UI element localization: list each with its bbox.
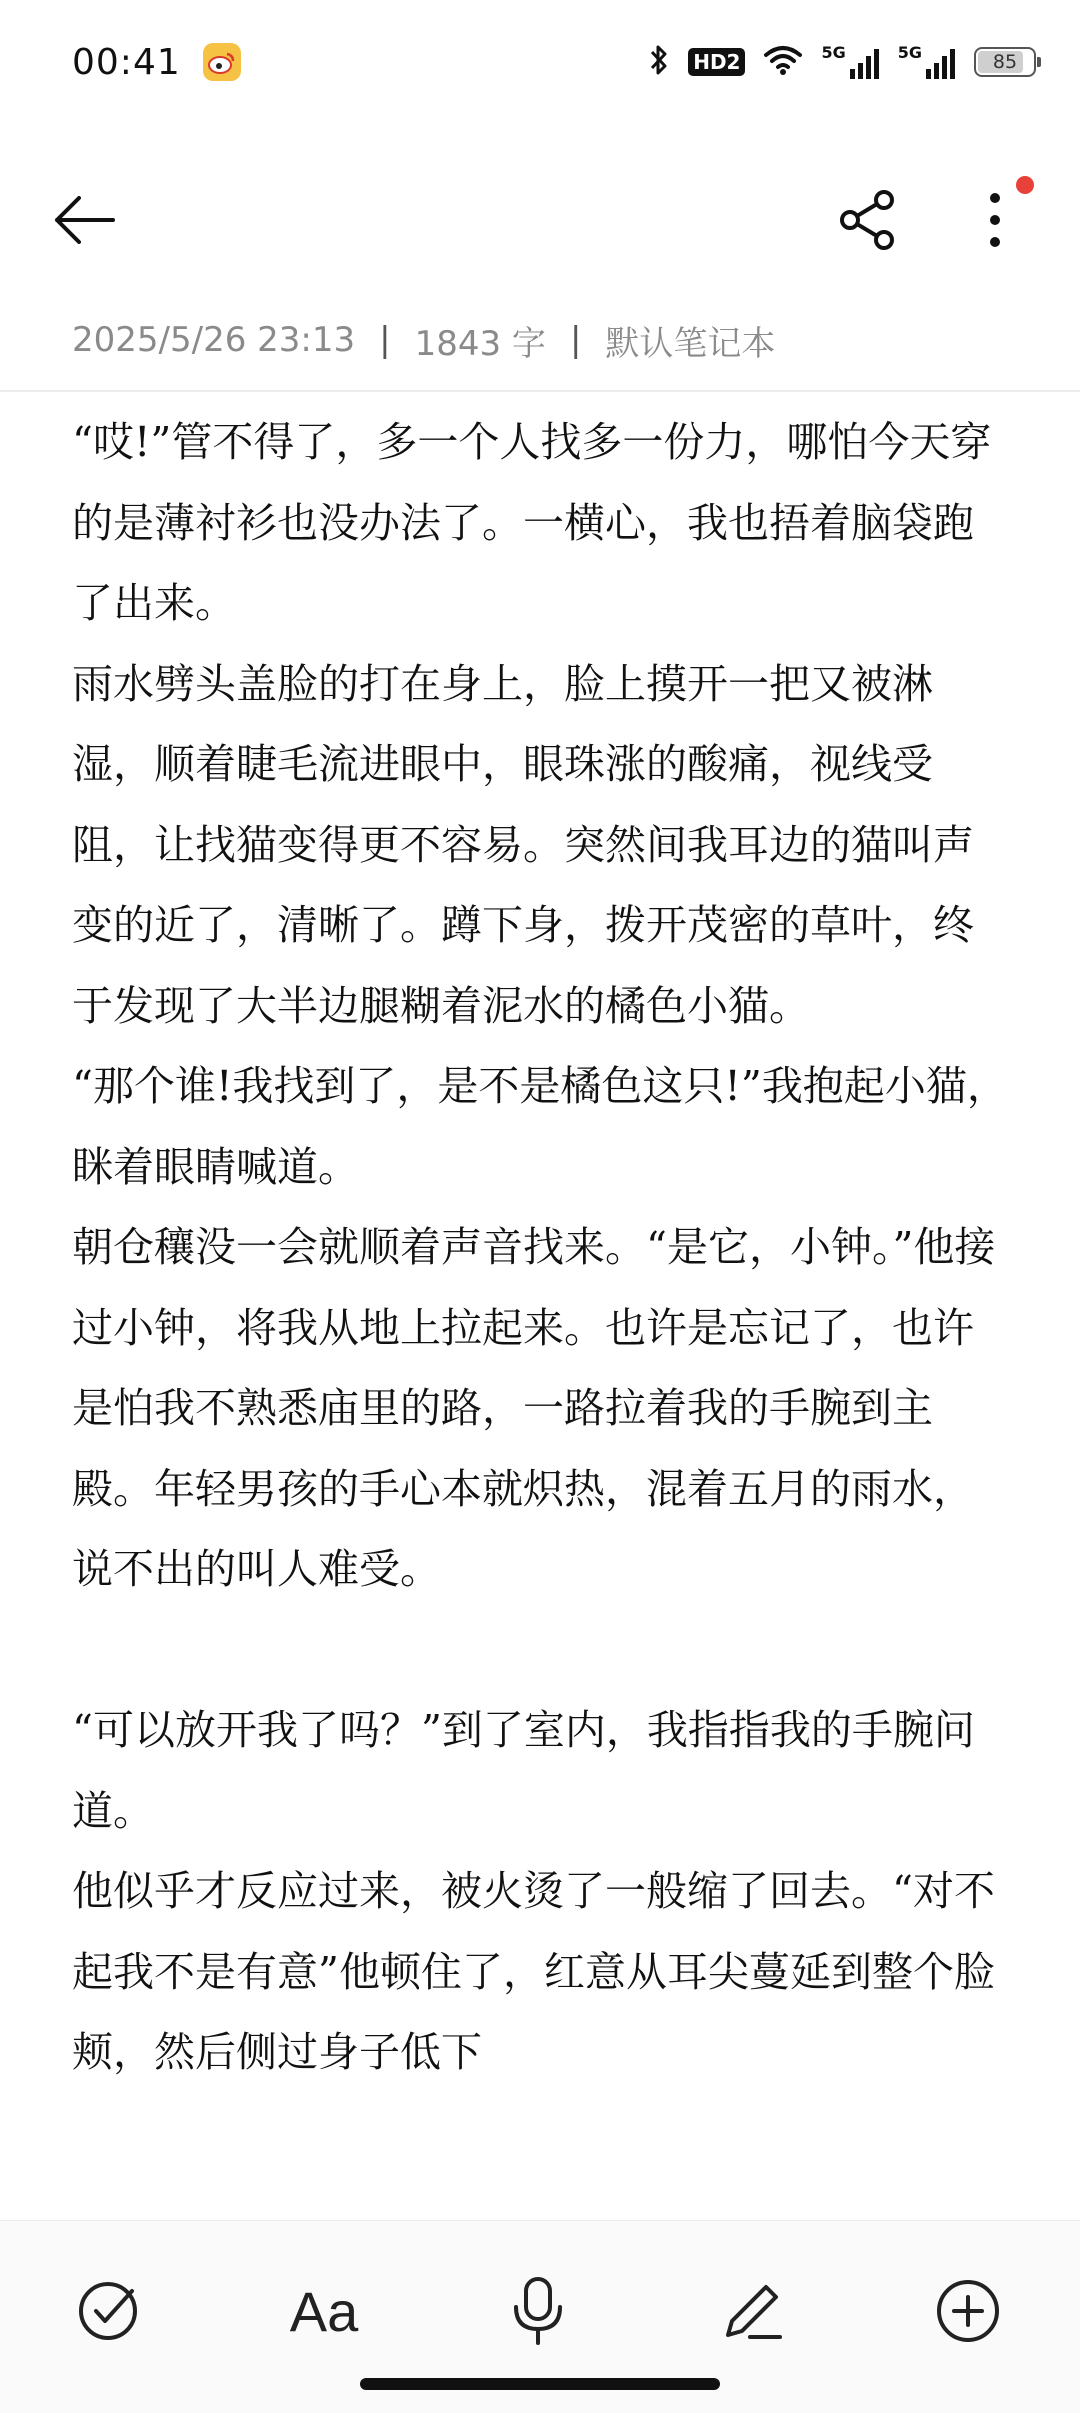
paragraph[interactable]: “那个谁!我找到了，是不是橘色这只!”我抱起小猫，眯着眼睛喊道。	[72, 1062, 1008, 1191]
paragraph[interactable]: “哎!”管不得了，多一个人找多一份力，哪怕今天穿的是薄衬衫也没办法了。一横心，我也捂着脑袋跑了出来。	[72, 418, 992, 627]
checklist-icon	[76, 2279, 140, 2343]
signal-bars-icon	[850, 47, 880, 79]
meta-separator: |	[379, 320, 391, 360]
wifi-icon	[763, 44, 803, 80]
add-button[interactable]	[918, 2261, 1018, 2361]
notification-dot	[1016, 176, 1034, 194]
meta-separator: |	[569, 320, 582, 360]
battery-text: 85	[992, 51, 1018, 73]
paragraph[interactable]: 他似乎才反应过来，被火烫了一般缩了回去。“对不起我不是有意”他顿住了，红意从耳尖蔓延到整个脸颊，然后侧过身子低下	[72, 1867, 995, 2076]
back-button[interactable]	[44, 180, 124, 260]
bluetooth-icon	[648, 42, 670, 82]
microphone-icon	[510, 2277, 566, 2345]
share-icon	[836, 188, 900, 252]
paragraph[interactable]: 朝仓穰没一会就顺着声音找来。“是它，小钟。”他接过小钟，将我从地上拉起来。也许是忘记了，也许是怕我不熟悉庙里的路，一路拉着我的手腕到主殿。年轻男孩的手心本就炽热，混着五月的雨水，说不出的叫人难受。	[72, 1223, 996, 1593]
voice-input-button[interactable]	[488, 2261, 588, 2361]
note-meta	[72, 310, 775, 370]
checklist-button[interactable]	[58, 2261, 158, 2361]
text-format-label: Aa	[289, 2279, 359, 2343]
pen-icon	[720, 2279, 784, 2343]
note-editor[interactable]	[72, 402, 1012, 2220]
weibo-icon	[203, 43, 241, 81]
arrow-left-icon	[49, 190, 119, 250]
paragraph[interactable]: 雨水劈头盖脸的打在身上，脸上摸开一把又被淋湿，顺着睫毛流进眼中，眼珠涨的酸痛，视线受阻，让找猫变得更不容易。突然间我耳边的猫叫声变的近了，清晰了。蹲下身，拨开茂密的草叶，终于发现了大半边腿糊着泥水的橘色小猫。	[72, 659, 974, 1030]
note-word-count: 1843 字	[414, 323, 546, 364]
paragraph[interactable]: “可以放开我了吗？”到了室内，我指指我的手腕问道。	[72, 1706, 975, 1835]
signal-sim1	[821, 45, 879, 79]
status-left	[72, 42, 241, 83]
share-button[interactable]	[828, 180, 908, 260]
note-datetime: 2025/5/26 23:13	[72, 320, 356, 360]
signal-sim2	[898, 45, 956, 79]
hd-badge: HD2	[688, 48, 745, 76]
signal-bars-icon	[926, 47, 956, 79]
status-right	[648, 42, 1036, 82]
sim2-network-label: 5G	[897, 43, 922, 62]
empty-paragraph[interactable]	[72, 1610, 1012, 1691]
divider	[0, 390, 1080, 392]
home-indicator[interactable]	[360, 2378, 720, 2390]
status-bar	[0, 0, 1080, 124]
status-time: 00:41	[72, 41, 181, 83]
plus-circle-icon	[935, 2278, 1001, 2344]
note-notebook[interactable]: 默认笔记本	[605, 323, 776, 364]
handwriting-button[interactable]	[702, 2261, 802, 2361]
top-toolbar	[0, 160, 1080, 270]
text-format-button[interactable]	[274, 2261, 374, 2361]
more-vertical-icon	[985, 188, 1005, 252]
sim1-network-label: 5G	[821, 43, 846, 62]
battery-icon	[974, 47, 1036, 77]
